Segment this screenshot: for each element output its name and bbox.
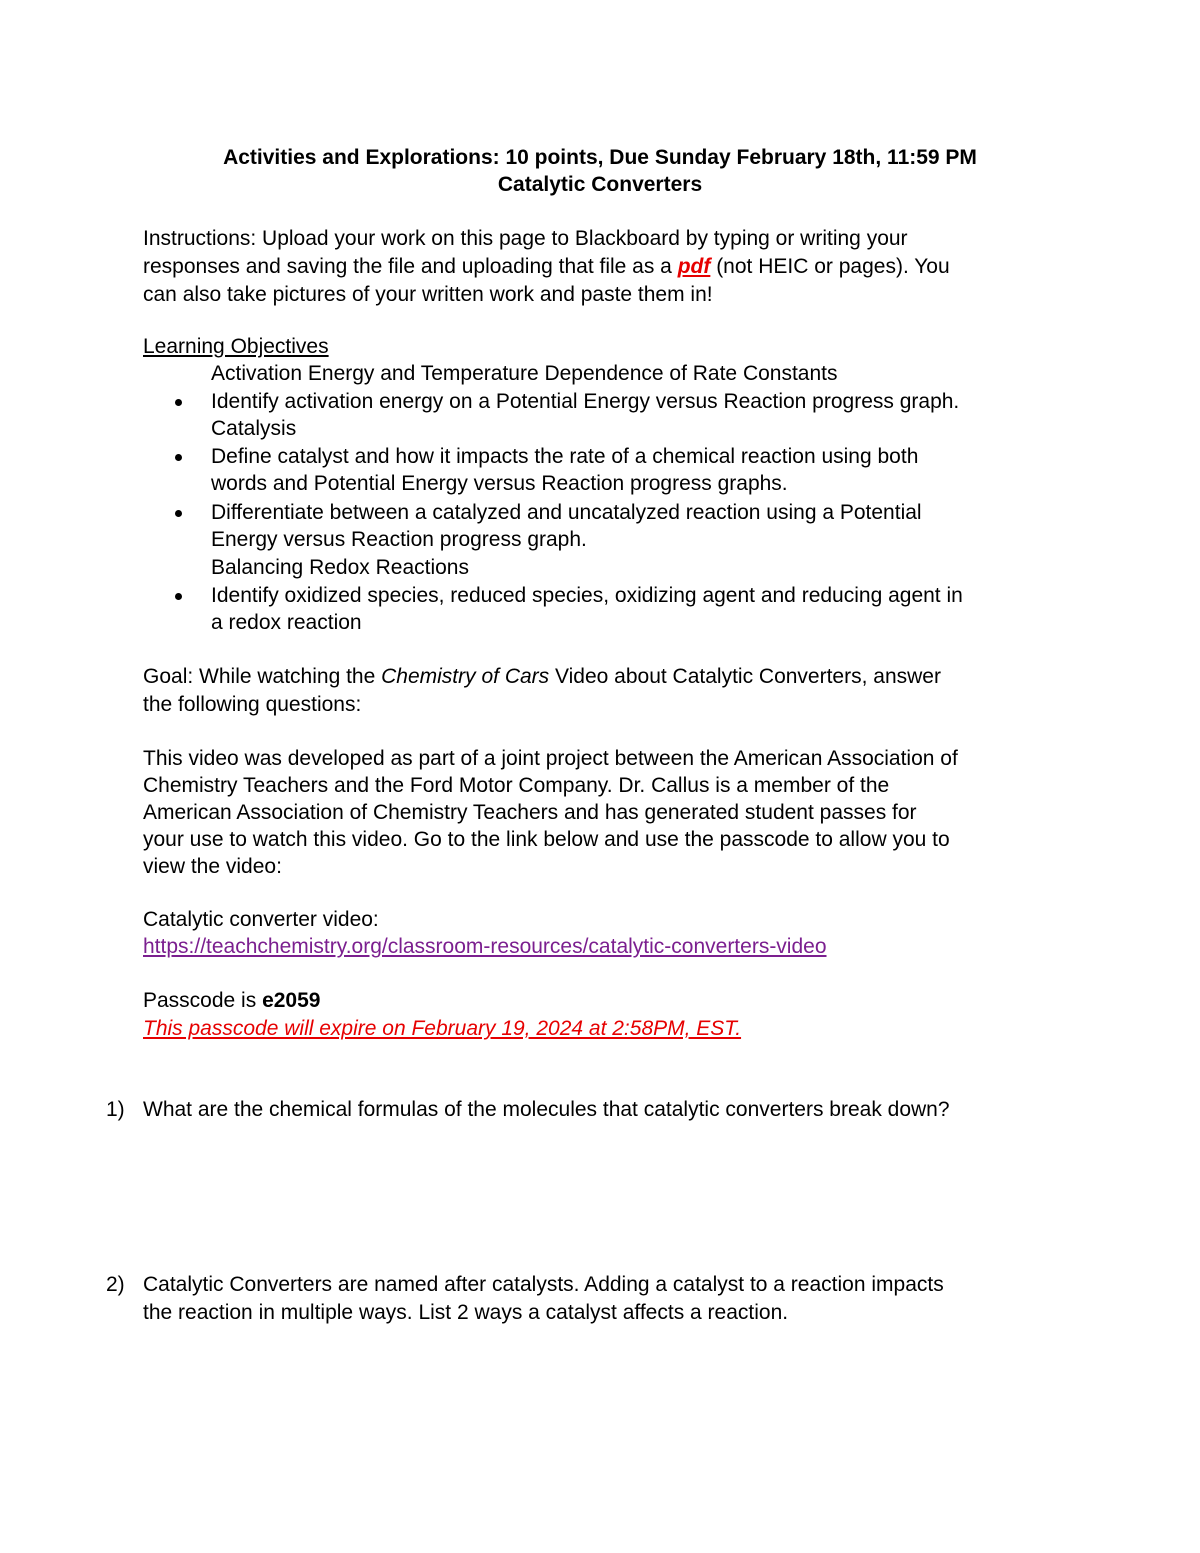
- objective-section-title: Catalysis: [211, 417, 297, 440]
- pdf-emphasis: pdf: [677, 255, 711, 278]
- instructions-text-after: (not HEIC or pages). You: [710, 255, 950, 278]
- objective-bullet: Define catalyst and how it impacts the rate of a chemical reaction using both: [211, 445, 919, 468]
- objectives-heading: Learning Objectives: [143, 335, 329, 358]
- passcode-line: [143, 987, 320, 1015]
- instructions-line-3: can also take pictures of your written work and paste them in!: [143, 283, 713, 306]
- question-number: 1): [106, 1098, 125, 1121]
- paragraph-line: This video was developed as part of a joint project between the American Association of: [143, 747, 958, 770]
- objective-bullet: Identify activation energy on a Potential Energy versus Reaction progress graph.: [211, 390, 960, 413]
- goal-video-title: Chemistry of Cars: [381, 665, 550, 688]
- page-title: Activities and Explorations: 10 points, Due Sunday February 18th, 11:59 PM: [223, 146, 977, 169]
- bullet-icon: [175, 399, 182, 406]
- objective-section-title: Balancing Redox Reactions: [211, 556, 469, 579]
- paragraph-line: American Association of Chemistry Teachers and has generated student passes for: [143, 801, 917, 824]
- instructions-text: responses and saving the file and uploading that file as a: [143, 255, 678, 278]
- goal-line-2: the following questions:: [143, 693, 362, 716]
- passcode-value: e2059: [262, 989, 321, 1012]
- bullet-icon: [175, 510, 182, 517]
- video-label: Catalytic converter video:: [143, 908, 379, 931]
- objective-bullet: Identify oxidized species, reduced species, oxidizing agent and reducing agent in: [211, 584, 963, 607]
- page-subtitle: Catalytic Converters: [497, 173, 703, 196]
- goal-text: Goal: While watching the: [143, 665, 382, 688]
- question-text: What are the chemical formulas of the molecules that catalytic converters break down?: [143, 1098, 950, 1121]
- paragraph-line: your use to watch this video. Go to the link below and use the passcode to allow you to: [143, 828, 950, 851]
- objective-section-title: Activation Energy and Temperature Dependence of Rate Constants: [211, 362, 838, 385]
- paragraph-line: view the video:: [143, 855, 282, 878]
- instructions-line-1: Instructions: Upload your work on this page to Blackboard by typing or writing your: [143, 227, 908, 250]
- bullet-icon: [175, 593, 182, 600]
- paragraph-line: Chemistry Teachers and the Ford Motor Company. Dr. Callus is a member of the: [143, 774, 890, 797]
- passcode-label: Passcode is: [143, 989, 263, 1012]
- goal-text-after: Video about Catalytic Converters, answer: [549, 665, 941, 688]
- question-number: 2): [106, 1273, 125, 1296]
- objective-bullet-continued: words and Potential Energy versus Reaction progress graphs.: [211, 472, 788, 495]
- objective-bullet-continued: Energy versus Reaction progress graph.: [211, 528, 587, 551]
- goal-line-1: [143, 663, 941, 691]
- question-text: Catalytic Converters are named after catalysts. Adding a catalyst to a reaction impacts: [143, 1273, 944, 1296]
- question-text-continued: the reaction in multiple ways. List 2 ways a catalyst affects a reaction.: [143, 1301, 789, 1324]
- instructions-line-2: [143, 253, 950, 281]
- passcode-expiry: This passcode will expire on February 19, 2024 at 2:58PM, EST.: [143, 1017, 742, 1040]
- video-link[interactable]: https://teachchemistry.org/classroom-resources/catalytic-converters-video: [143, 935, 827, 958]
- bullet-icon: [175, 454, 182, 461]
- objective-bullet-continued: a redox reaction: [211, 611, 362, 634]
- objective-bullet: Differentiate between a catalyzed and uncatalyzed reaction using a Potential: [211, 501, 922, 524]
